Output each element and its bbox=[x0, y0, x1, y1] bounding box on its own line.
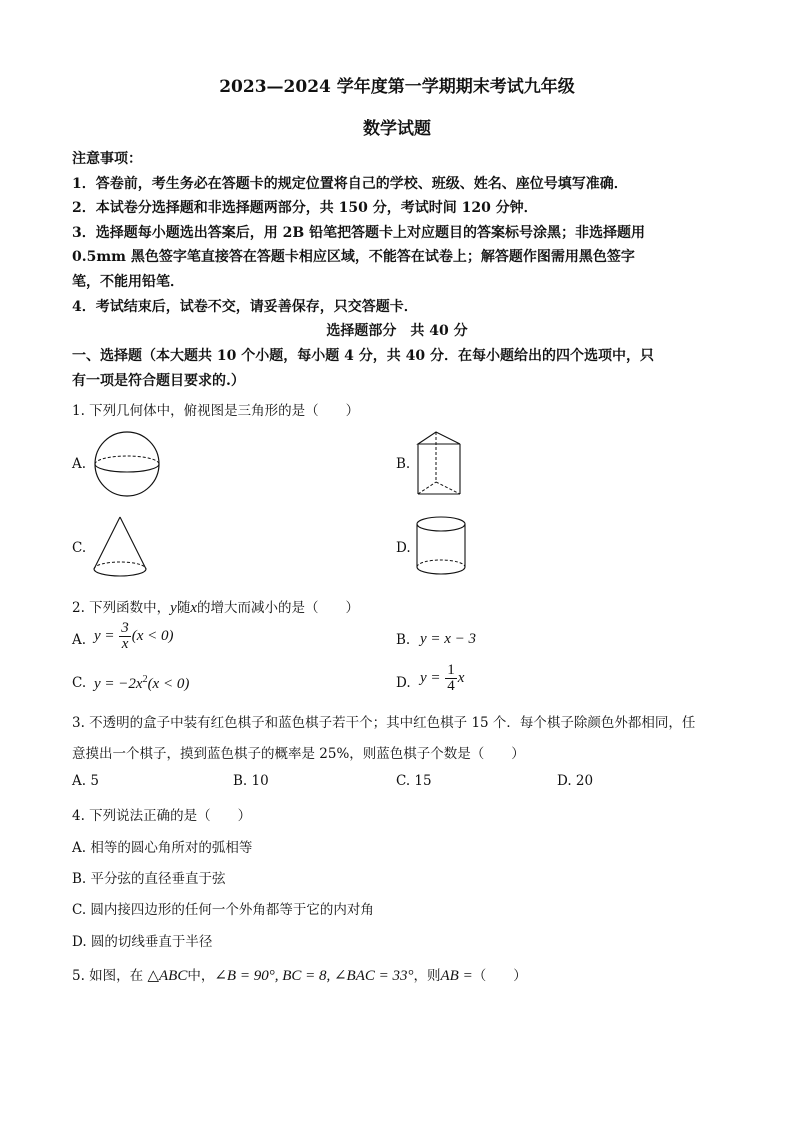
q2-d-lhs: y = bbox=[420, 669, 441, 686]
q5-triangle: △ABC bbox=[147, 968, 188, 984]
cone-figure bbox=[92, 515, 152, 579]
q1-option-d-label: D. bbox=[396, 540, 411, 556]
q2-option-c-label: C. bbox=[72, 675, 87, 691]
q2-option-b-label: B. bbox=[396, 632, 411, 648]
q2-stem-y: y bbox=[170, 600, 177, 616]
q1-stem: 1. 下列几何体中，俯视图是三角形的是（ ） bbox=[72, 403, 360, 419]
q2-stem-x: x bbox=[190, 600, 198, 616]
q1-option-c-label: C. bbox=[72, 540, 87, 556]
q2-c-condition: (x < 0) bbox=[147, 676, 190, 692]
notice-item-3-end: 笔，不能用铅笔． bbox=[72, 274, 184, 290]
exam-title: 2023—2024 学年度第一学期期末考试九年级 bbox=[219, 77, 575, 97]
q2-a-condition: (x < 0) bbox=[131, 627, 174, 644]
q5-stem-part3: ，则 bbox=[413, 968, 441, 984]
cylinder-figure bbox=[416, 515, 472, 579]
notice-item-1: 1．答卷前，考生务必在答题卡的规定位置将自己的学校、班级、姓名、座位号填写准确． bbox=[72, 176, 628, 192]
q2-option-d-expr bbox=[420, 663, 464, 694]
section-heading-line2: 有一项是符合题目要求的.） bbox=[72, 373, 245, 389]
q5-stem-part4: （ ） bbox=[472, 968, 527, 984]
part-title: 选择题部分 共 40 分 bbox=[326, 323, 468, 339]
q3-option-c: C. 15 bbox=[396, 773, 432, 789]
q3-option-a: A. 5 bbox=[72, 773, 99, 789]
q2-a-lhs: y = bbox=[94, 627, 115, 644]
q3-stem-line2: 意摸出一个棋子，摸到蓝色棋子的概率是 25%，则蓝色棋子个数是（ ） bbox=[72, 746, 525, 762]
q2-stem bbox=[72, 596, 359, 617]
q1-option-a-label: A. bbox=[72, 456, 87, 472]
q2-stem-part1: 2. 下列函数中， bbox=[72, 600, 171, 616]
q5-stem-part2: 中， bbox=[187, 968, 215, 984]
triangular-prism-figure bbox=[414, 430, 466, 498]
q4-option-b: B. 平分弦的直径垂直于弦 bbox=[72, 871, 226, 887]
q3-stem-line1: 3. 不透明的盒子中装有红色棋子和蓝色棋子若干个；其中红色棋子 15 个．每个棋子除颜色外都相同，任 bbox=[72, 715, 696, 731]
q2-a-fraction bbox=[119, 621, 131, 652]
q4-option-c: C. 圆内接四边形的任何一个外角都等于它的内对角 bbox=[72, 902, 374, 918]
q2-c-expr-main: y = −2x bbox=[94, 676, 143, 692]
q2-option-b-expr: y = x − 3 bbox=[420, 631, 477, 647]
q2-d-numerator: 1 bbox=[447, 662, 455, 678]
q2-stem-part3: 的增大而减小的是（ ） bbox=[197, 600, 360, 616]
notice-item-4: 4．考试结束后，试卷不交，请妥善保存，只交答题卡． bbox=[72, 299, 418, 315]
q2-a-numerator: 3 bbox=[121, 620, 129, 636]
q5-ask: AB = bbox=[440, 968, 473, 984]
q3-option-b: B. 10 bbox=[233, 773, 269, 789]
q2-d-fraction bbox=[445, 663, 457, 694]
q2-a-denominator: x bbox=[121, 636, 129, 652]
q2-d-variable: x bbox=[457, 669, 465, 686]
q5-conditions: ∠B = 90°, BC = 8, ∠BAC = 33° bbox=[214, 968, 414, 984]
q2-c-exponent: 2 bbox=[142, 674, 148, 685]
section-heading-line1: 一、选择题（本大题共 10 个小题，每小题 4 分，共 40 分．在每小题给出的四个选项中，只 bbox=[72, 348, 654, 364]
q5-stem-part1: 5. 如图，在 bbox=[72, 968, 144, 984]
q2-d-denominator: 4 bbox=[447, 678, 455, 694]
q1-option-b-label: B. bbox=[396, 456, 411, 472]
exam-subtitle: 数学试题 bbox=[363, 119, 431, 139]
q2-option-c-expr bbox=[94, 674, 189, 693]
q2-option-a-label: A. bbox=[72, 632, 87, 648]
q4-option-d: D. 圆的切线垂直于半径 bbox=[72, 934, 213, 950]
q2-option-a-expr bbox=[94, 621, 174, 652]
notice-item-3-cont: 0.5mm 黑色签字笔直接答在答题卡相应区域，不能答在试卷上；解答题作图需用黑色签字 bbox=[72, 249, 635, 265]
notice-item-2: 2．本试卷分选择题和非选择题两部分，共 150 分，考试时间 120 分钟． bbox=[72, 200, 538, 216]
notice-heading: 注意事项： bbox=[72, 151, 142, 167]
q4-stem: 4. 下列说法正确的是（ ） bbox=[72, 808, 252, 824]
q3-option-d: D. 20 bbox=[557, 773, 594, 789]
q5-stem bbox=[72, 964, 527, 985]
q2-option-d-label: D. bbox=[396, 675, 411, 691]
sphere-figure bbox=[93, 430, 163, 500]
notice-item-3: 3．选择题每小题选出答案后，用 2B 铅笔把答题卡上对应题目的答案标号涂黑；非选择题用 bbox=[72, 225, 646, 241]
q4-option-a: A. 相等的圆心角所对的弧相等 bbox=[72, 840, 253, 856]
q2-stem-part2: 随 bbox=[176, 600, 191, 616]
